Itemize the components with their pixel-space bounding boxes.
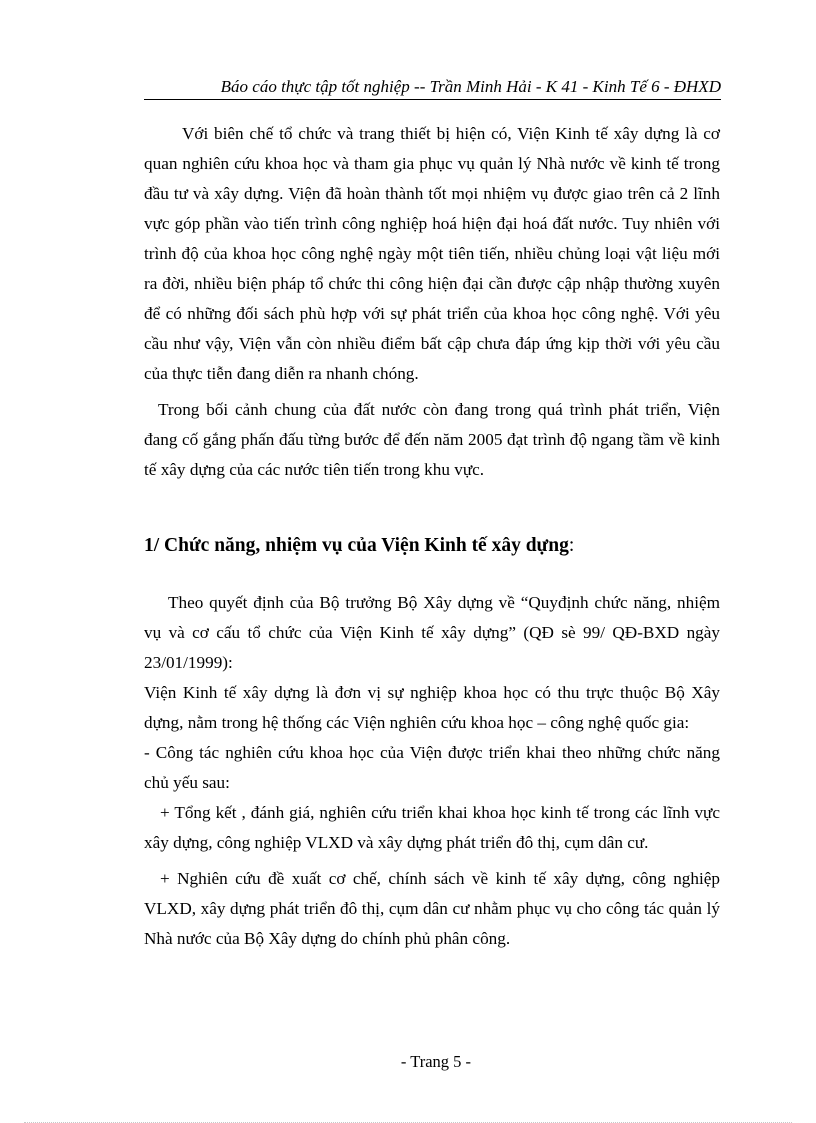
section-heading-text: 1/ Chức năng, nhiệm vụ của Viện Kinh tế xây dựng: [144, 535, 569, 556]
section-list-item: + Nghiên cứu đề xuất cơ chế, chính sách về kinh tế xây dựng, công nghiệp VLXD, xây dựng phát triển đô thị, cụm dân cư nhằm phục vụ cho công tác quản lý Nhà nước của Bộ Xây dựng do chính phủ phân công.: [144, 869, 720, 948]
page-number: - Trang 5 -: [400, 1052, 472, 1071]
intro-text: [144, 119, 720, 485]
section-list-item: - Công tác nghiên cứu khoa học của Viện được triển khai theo những chức năng chủ yếu sau:: [144, 743, 720, 792]
section-paragraph: Theo quyết định của Bộ trưởng Bộ Xây dựng về “Quyđịnh chức năng, nhiệm vụ và cơ cấu tổ chức của Viện Kinh tế xây dựng” (QĐ sè 99/ QĐ-BXD ngày 23/01/1999):: [144, 593, 720, 672]
intro-paragraph: Với biên chế tổ chức và trang thiết bị hiện có, Viện Kinh tế xây dựng là cơ quan nghiên cứu khoa học và tham gia phục vụ quản lý Nhà nước về kinh tế trong đầu tư và xây dựng. Viện đã hoàn thành tốt mọi nhiệm vụ được giao trên cả 2 lĩnh vực góp phần vào tiến trình công nghiệp hoá hiện đại hoá đất nước. Tuy nhiên với trình độ của khoa học công nghệ ngày một tiên tiến, nhiều chủng loại vật liệu mới ra đời, nhiều biện pháp tổ chức thi công hiện đại cần được cập nhập thường xuyên để có những đối sách phù hợp với sự phát triển của khoa học công nghệ. Với yêu cầu như vậy, Viện vẫn còn nhiều điểm bất cập chưa đáp ứng kịp thời với yêu cầu của thực tiễn đang diễn ra nhanh chóng.: [144, 124, 720, 383]
intro-paragraph: Trong bối cảnh chung của đất nước còn đang trong quá trình phát triển, Viện đang cố gắng phấn đấu từng bước để đến năm 2005 đạt trình độ ngang tầm về kinh tế xây dựng của các nước tiên tiến trong khu vực.: [144, 400, 720, 479]
section-heading: [144, 531, 720, 561]
section-paragraph: Viện Kinh tế xây dựng là đơn vị sự nghiệp khoa học có thu trực thuộc Bộ Xây dựng, nằm trong hệ thống các Viện nghiên cứu khoa học – công nghệ quốc gia:: [144, 683, 720, 732]
running-header: Báo cáo thực tập tốt nghiệp -- Trần Minh Hải - K 41 - Kinh Tế 6 - ĐHXD: [144, 76, 721, 100]
section-list-item: + Tổng kết , đánh giá, nghiên cứu triển khai khoa học kinh tế trong các lĩnh vực xây dựng, công nghiệp VLXD và xây dựng phát triển đô thị, cụm dân cư.: [144, 803, 720, 852]
section-body: [144, 588, 720, 954]
section-heading-colon: :: [568, 535, 575, 556]
